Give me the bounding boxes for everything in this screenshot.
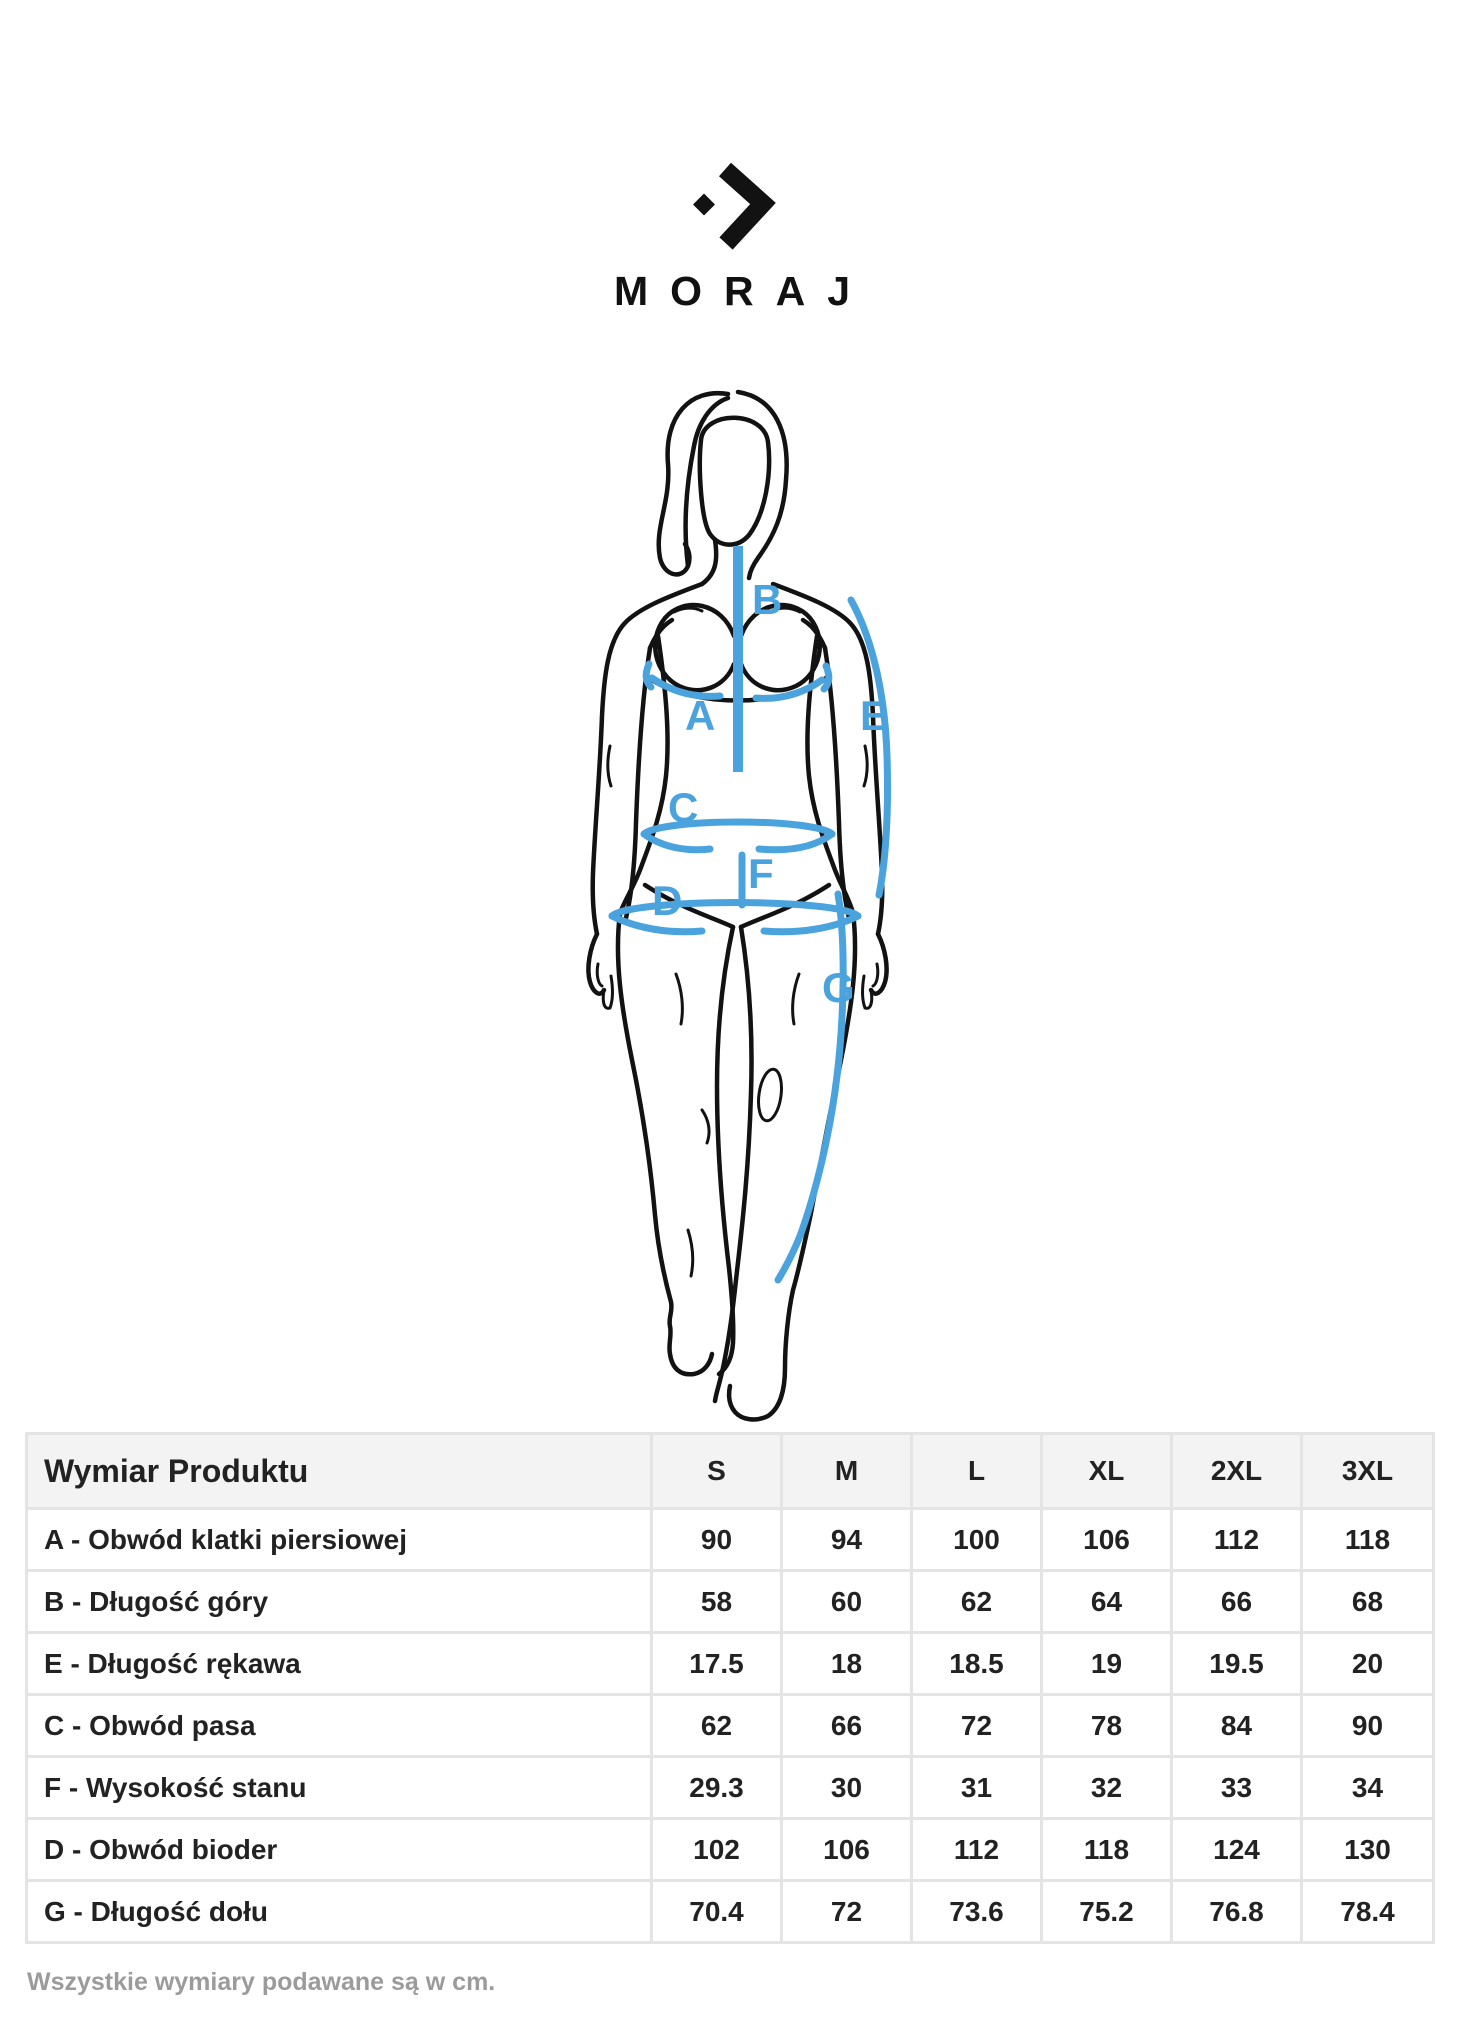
size-value: 68 [1302, 1571, 1434, 1633]
brand-wordmark: MORAJ [613, 268, 873, 314]
column-header-product: Wymiar Produktu [27, 1434, 652, 1509]
size-value: 72 [912, 1695, 1042, 1757]
size-value: 73.6 [912, 1881, 1042, 1943]
size-value: 17.5 [652, 1633, 782, 1695]
arrow-c-left [644, 834, 710, 850]
table-row [27, 1571, 1434, 1633]
size-value: 70.4 [652, 1881, 782, 1943]
measure-label-f: F [748, 850, 774, 897]
size-table [25, 1432, 1435, 1944]
arrow-e [851, 600, 888, 895]
size-value: 112 [1172, 1509, 1302, 1571]
column-header-size: 2XL [1172, 1434, 1302, 1509]
logo-chevron [725, 170, 763, 244]
table-row [27, 1695, 1434, 1757]
size-value: 90 [652, 1509, 782, 1571]
units-note: Wszystkie wymiary podawane są w cm. [27, 1968, 496, 1996]
size-value: 66 [1172, 1571, 1302, 1633]
size-value: 76.8 [1172, 1881, 1302, 1943]
size-value: 62 [912, 1571, 1042, 1633]
chevron-diamond-icon [690, 158, 780, 254]
size-value: 66 [782, 1695, 912, 1757]
size-value: 78.4 [1302, 1881, 1434, 1943]
size-value: 62 [652, 1695, 782, 1757]
size-value: 31 [912, 1757, 1042, 1819]
size-value: 124 [1172, 1819, 1302, 1881]
measure-label-c: C [668, 784, 699, 831]
measure-label-b: B [752, 576, 783, 623]
size-value: 112 [912, 1819, 1042, 1881]
column-header-size: L [912, 1434, 1042, 1509]
size-value: 72 [782, 1881, 912, 1943]
arrow-d-arc [612, 903, 858, 917]
column-header-size: 3XL [1302, 1434, 1434, 1509]
table-row [27, 1509, 1434, 1571]
column-header-size: M [782, 1434, 912, 1509]
logo-diamond [693, 194, 715, 216]
column-header-size: S [652, 1434, 782, 1509]
measure-label-a: A [685, 692, 716, 739]
measure-letters [652, 576, 888, 1011]
measurement-label: E - Długość rękawa [27, 1633, 652, 1695]
measure-label-e: E [860, 692, 889, 739]
size-value: 118 [1042, 1819, 1172, 1881]
size-value: 100 [912, 1509, 1042, 1571]
table-row [27, 1757, 1434, 1819]
measurement-figure [552, 368, 918, 1436]
size-value: 94 [782, 1509, 912, 1571]
size-value: 84 [1172, 1695, 1302, 1757]
size-value: 20 [1302, 1633, 1434, 1695]
size-value: 19.5 [1172, 1633, 1302, 1695]
size-table-body [27, 1509, 1434, 1943]
size-value: 32 [1042, 1757, 1172, 1819]
size-value: 102 [652, 1819, 782, 1881]
size-value: 106 [782, 1819, 912, 1881]
measurement-label: C - Obwód pasa [27, 1695, 652, 1757]
size-value: 60 [782, 1571, 912, 1633]
size-value: 19 [1042, 1633, 1172, 1695]
measure-label-g: G [822, 964, 855, 1011]
table-row [27, 1633, 1434, 1695]
size-value: 78 [1042, 1695, 1172, 1757]
size-value: 33 [1172, 1757, 1302, 1819]
measure-label-d: D [652, 877, 683, 924]
size-value: 30 [782, 1757, 912, 1819]
size-value: 118 [1302, 1509, 1434, 1571]
column-header-size: XL [1042, 1434, 1172, 1509]
size-value: 75.2 [1042, 1881, 1172, 1943]
size-table-header-row [27, 1434, 1434, 1509]
size-value: 58 [652, 1571, 782, 1633]
measurement-label: G - Długość dołu [27, 1881, 652, 1943]
size-value: 64 [1042, 1571, 1172, 1633]
size-value: 18.5 [912, 1633, 1042, 1695]
size-value: 18 [782, 1633, 912, 1695]
measurement-label: B - Długość góry [27, 1571, 652, 1633]
table-row [27, 1819, 1434, 1881]
size-value: 130 [1302, 1819, 1434, 1881]
size-value: 29.3 [652, 1757, 782, 1819]
measurement-label: A - Obwód klatki piersiowej [27, 1509, 652, 1571]
size-value: 34 [1302, 1757, 1434, 1819]
table-row [27, 1881, 1434, 1943]
size-value: 90 [1302, 1695, 1434, 1757]
size-value: 106 [1042, 1509, 1172, 1571]
measurement-label: D - Obwód bioder [27, 1819, 652, 1881]
measurement-label: F - Wysokość stanu [27, 1757, 652, 1819]
